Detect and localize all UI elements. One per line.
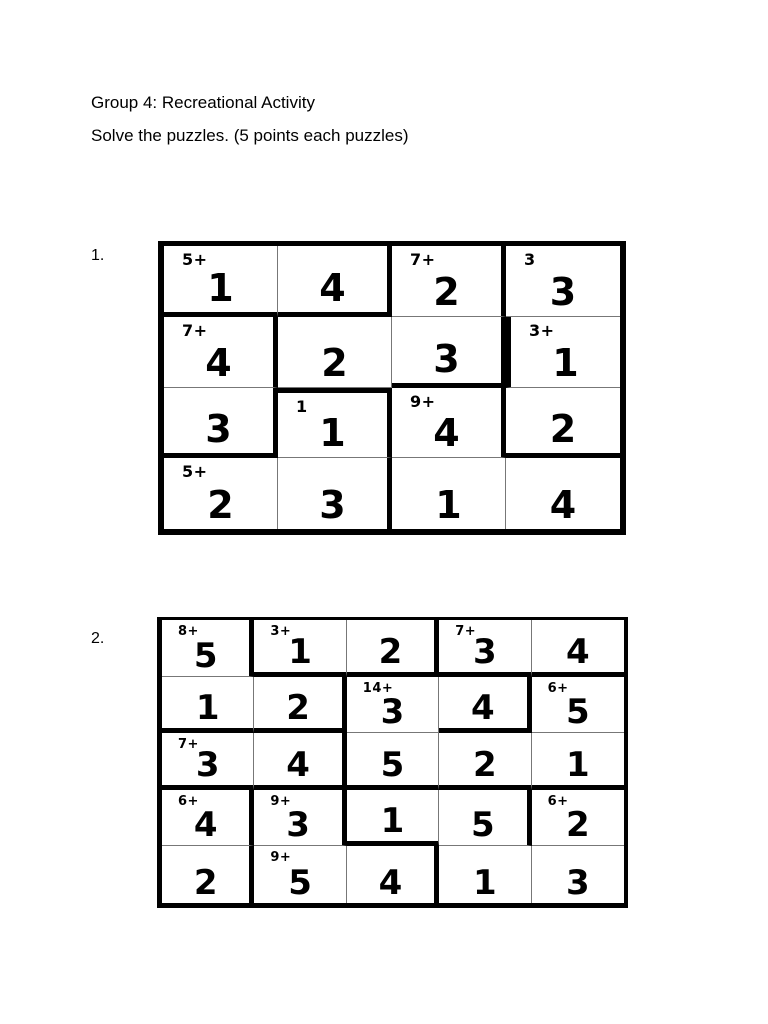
cell-answer: 5: [471, 805, 495, 846]
cage-clue: 9+: [270, 850, 292, 866]
cage-clue: 8+: [178, 624, 199, 639]
cell-answer: 4: [205, 340, 232, 385]
cage-clue: 7+: [455, 624, 477, 639]
grid-cell: [532, 733, 624, 790]
grid-cell: [439, 733, 531, 790]
cell-answer: 4: [286, 744, 310, 785]
cage-clue: 7+: [182, 320, 208, 340]
cell-answer: 3: [473, 631, 497, 672]
grid-cell: [347, 733, 439, 790]
grid-cell: [164, 246, 278, 317]
cage-clue: 6+: [178, 793, 199, 809]
cell-answer: 3: [195, 744, 220, 785]
grid-cell: [392, 246, 506, 317]
grid-cell: [164, 388, 278, 459]
cell-answer: 4: [378, 862, 403, 903]
grid-cell: [506, 388, 620, 459]
cell-answer: 2: [565, 805, 590, 846]
cell-answer: 5: [193, 635, 218, 676]
cell-answer: 1: [565, 744, 590, 785]
cell-answer: 2: [193, 862, 218, 903]
cage-clue: 9+: [410, 391, 436, 411]
grid-cell: [164, 458, 278, 529]
cell-answer: 3: [319, 483, 346, 527]
cell-answer: 5: [565, 692, 590, 733]
cell-answer: 1: [319, 411, 346, 456]
grid-cell: [347, 790, 439, 847]
cell-answer: 2: [378, 631, 403, 672]
grid-cell: [347, 620, 439, 677]
cell-answer: 3: [433, 336, 460, 381]
grid-cell: [254, 846, 346, 903]
cell-answer: 1: [380, 801, 405, 842]
cage-clue: 9+: [270, 793, 292, 809]
cell-answer: 1: [473, 862, 497, 903]
grid-cell: [162, 677, 254, 734]
cell-answer: 3: [205, 407, 232, 452]
cell-answer: 2: [473, 744, 497, 785]
cell-answer: 1: [195, 688, 220, 729]
puzzle-2-grid: [157, 617, 628, 908]
cell-answer: 1: [207, 265, 234, 310]
puzzle-1-grid: [158, 241, 626, 535]
cell-answer: 3: [286, 805, 310, 846]
cell-answer: 4: [433, 411, 460, 456]
cell-answer: 1: [435, 483, 462, 527]
cell-answer: 3: [549, 269, 577, 314]
cell-answer: 2: [433, 269, 460, 314]
cell-answer: 2: [207, 483, 234, 527]
grid-cell: [254, 677, 346, 734]
cell-answer: 5: [380, 744, 405, 785]
grid-cell: [254, 790, 346, 847]
grid-cell: [392, 317, 506, 388]
cell-answer: 4: [319, 265, 346, 310]
cell-answer: 1: [288, 631, 312, 672]
cage-clue: 3: [524, 250, 536, 269]
grid-cell: [278, 246, 392, 317]
cell-answer: 4: [549, 483, 577, 527]
cage-clue: 14+: [362, 680, 394, 696]
grid-cell: [532, 677, 624, 734]
grid-cell: [162, 620, 254, 677]
grid-cell: [439, 790, 531, 847]
grid-cell: [439, 620, 531, 677]
grid-cell: [439, 677, 531, 734]
cage-clue: 3+: [270, 624, 292, 639]
grid-cell: [506, 246, 620, 317]
cell-answer: 4: [193, 805, 218, 846]
grid-cell: [162, 790, 254, 847]
grid-cell: [162, 846, 254, 903]
grid-cell: [392, 388, 506, 459]
grid-cell: [162, 733, 254, 790]
cell-answer: 3: [380, 692, 405, 733]
cage-clue: 5+: [182, 250, 208, 269]
instructions-text: Solve the puzzles. (5 points each puzzles): [91, 126, 409, 145]
grid-cell: [532, 620, 624, 677]
grid-cell: [347, 677, 439, 734]
cage-clue: 3+: [529, 320, 555, 340]
cage-clue: 7+: [178, 737, 199, 753]
activity-title: Group 4: Recreational Activity: [91, 93, 315, 112]
cell-answer: 2: [549, 407, 577, 452]
cage-clue: 1: [296, 396, 308, 416]
grid-cell: [254, 620, 346, 677]
grid-cell: [278, 317, 392, 388]
grid-cell: [532, 846, 624, 903]
grid-cell: [278, 458, 392, 529]
cell-answer: 1: [552, 340, 579, 385]
grid-cell: [164, 317, 278, 388]
grid-cell: [439, 846, 531, 903]
grid-cell: [392, 458, 506, 529]
cage-clue: 5+: [182, 462, 208, 482]
grid-cell: [278, 388, 392, 459]
cage-clue: 6+: [547, 793, 569, 809]
cell-answer: 4: [565, 631, 590, 672]
cage-clue: 6+: [547, 680, 569, 696]
grid-cell: [506, 317, 620, 388]
cell-answer: 5: [288, 862, 312, 903]
grid-cell: [532, 790, 624, 847]
cell-answer: 4: [471, 688, 495, 729]
puzzle-2-number: 2.: [91, 630, 105, 647]
cage-clue: 7+: [410, 250, 436, 269]
grid-cell: [506, 458, 620, 529]
cell-answer: 2: [286, 688, 310, 729]
puzzle-1-number: 1.: [91, 247, 105, 264]
grid-cell: [254, 733, 346, 790]
cell-answer: 3: [565, 862, 590, 903]
cell-answer: 2: [321, 340, 348, 385]
grid-cell: [347, 846, 439, 903]
